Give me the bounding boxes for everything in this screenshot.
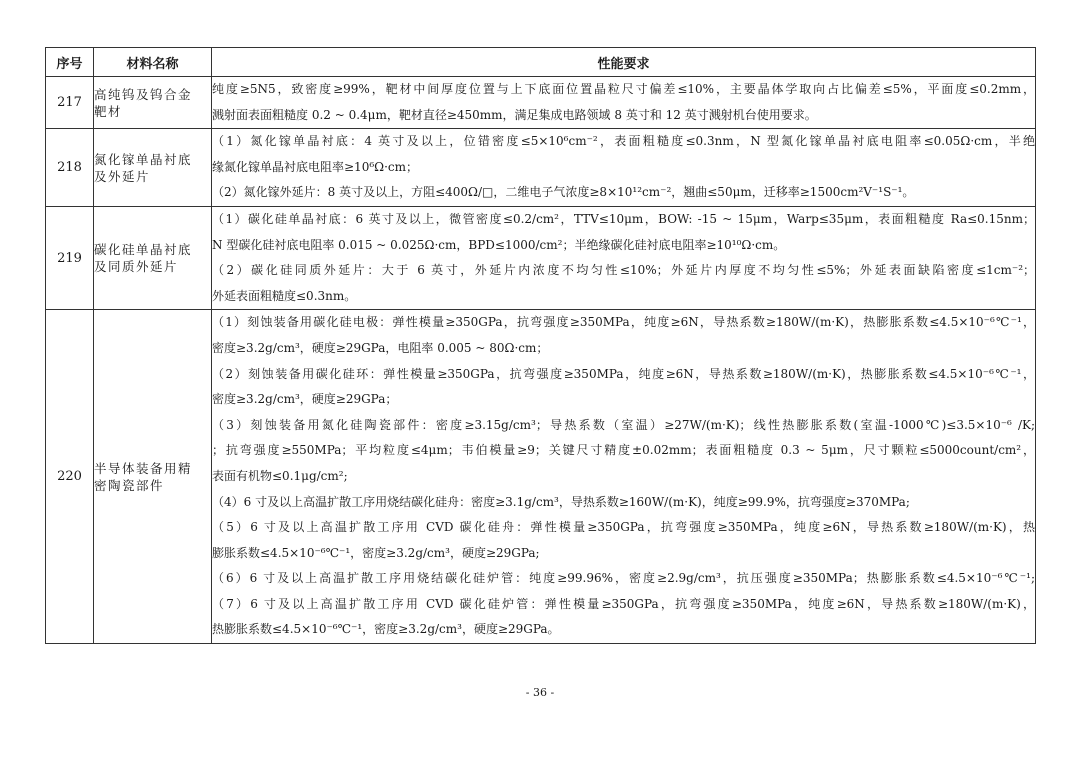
row-number: 220 xyxy=(46,310,94,644)
requirement-line: （5）6 寸及以上高温扩散工序用 CVD 碳化硅舟：弹性模量≥350GPa，抗弯强度≥350MPa，纯度≥6N，导热系数≥180W/(m·K)，热 xyxy=(212,520,1035,535)
material-name-line: 靶材 xyxy=(94,103,123,119)
header-requirements: 性能要求 xyxy=(212,48,1036,77)
requirement-line: 膨胀系数≤4.5×10⁻⁶℃⁻¹，密度≥3.2g/cm³，硬度≥29GPa; xyxy=(212,545,540,560)
material-name-line: 及外延片 xyxy=(94,168,151,184)
requirement-line: （1）氮化镓单晶衬底：4 英寸及以上，位错密度≤5×10⁶cm⁻²，表面粗糙度≤0.3nm，N 型氮化镓单晶衬底电阻率≤0.05Ω·cm，半绝 xyxy=(212,134,1035,149)
material-name-line: 高纯钨及钨合金 xyxy=(94,86,193,102)
requirement-line: 纯度≥5N5，致密度≥99%，靶材中间厚度位置与上下底面位置晶粒尺寸偏差≤10%，主要晶体学取向占比偏差≤5%，平面度≤0.2mm， xyxy=(212,82,1035,96)
material-name-line: 及同质外延片 xyxy=(94,259,179,275)
table-row xyxy=(46,206,1036,309)
requirements-cell xyxy=(212,206,1036,309)
requirement-line: 密度≥3.2g/cm³，硬度≥29GPa，电阻率 0.005 ~ 80Ω·cm； xyxy=(212,340,549,355)
requirement-line: ；抗弯强度≥550MPa；平均粒度≤4μm；韦伯模量≥9；关键尺寸精度±0.02mm；表面粗糙度 0.3 ~ 5μm，尺寸颗粒≤5000count/cm²， xyxy=(212,443,1035,458)
spec-table xyxy=(45,47,1036,644)
header-name: 材料名称 xyxy=(94,48,212,77)
requirement-line: （2）刻蚀装备用碳化硅环：弹性模量≥350GPa，抗弯强度≥350MPa，纯度≥6N，导热系数≥180W/(m·K)，热膨胀系数≤4.5×10⁻⁶℃⁻¹， xyxy=(212,366,1035,381)
requirement-line: （3）刻蚀装备用氮化硅陶瓷部件：密度≥3.15g/cm³；导热系数（室温）≥27W/(m·K)；线性热膨胀系数(室温-1000℃)≤3.5×10⁻⁶ /K; xyxy=(212,417,1035,432)
requirement-line: 溅射面表面粗糙度 0.2 ~ 0.4μm，靶材直径≥450mm，满足集成电路领域 8 英寸和 12 英寸溅射机台使用要求。 xyxy=(212,107,817,122)
requirements-cell xyxy=(212,310,1036,644)
material-name-line: 密陶瓷部件 xyxy=(94,477,165,493)
material-name xyxy=(94,129,212,207)
material-name-line: 氮化镓单晶衬底 xyxy=(94,151,193,167)
header-no: 序号 xyxy=(46,48,94,77)
requirement-line: 缘氮化镓单晶衬底电阻率≥10⁶Ω·cm； xyxy=(212,159,418,174)
table-row xyxy=(46,77,1036,129)
requirement-line: 表面有机物≤0.1μg/cm²; xyxy=(212,468,348,483)
requirement-line: 密度≥3.2g/cm³，硬度≥29GPa； xyxy=(212,392,398,407)
requirement-line: （2）氮化镓外延片：8 英寸及以上，方阻≤400Ω/□，二维电子气浓度≥8×10¹²cm⁻²，翘曲≤50μm，迁移率≥1500cm²V⁻¹S⁻¹。 xyxy=(212,185,915,200)
material-name xyxy=(94,310,212,644)
table-header-row xyxy=(46,48,1036,77)
material-name xyxy=(94,77,212,129)
row-number: 217 xyxy=(46,77,94,129)
requirement-line: （1）刻蚀装备用碳化硅电极：弹性模量≥350GPa，抗弯强度≥350MPa，纯度≥6N，导热系数≥180W/(m·K)，热膨胀系数≤4.5×10⁻⁶℃⁻¹， xyxy=(212,315,1035,330)
requirement-line: 热膨胀系数≤4.5×10⁻⁶℃⁻¹，密度≥3.2g/cm³，硬度≥29GPa。 xyxy=(212,622,560,637)
requirement-line: （1）碳化硅单晶衬底：6 英寸及以上，微管密度≤0.2/cm²，TTV≤10μm，BOW: -15 ~ 15μm，Warp≤35μm，表面粗糙度 Ra≤0.15nm； xyxy=(212,211,1035,226)
table-row xyxy=(46,129,1036,207)
requirement-line: 外延表面粗糙度≤0.3nm。 xyxy=(212,288,357,303)
table-row xyxy=(46,310,1036,644)
requirement-line: （4）6 寸及以上高温扩散工序用烧结碳化硅舟：密度≥3.1g/cm³，导热系数≥160W/(m·K)，纯度≥99.9%，抗弯强度≥370MPa; xyxy=(212,494,910,509)
row-number: 218 xyxy=(46,129,94,207)
material-name-line: 碳化硅单晶衬底 xyxy=(94,242,193,258)
requirements-cell xyxy=(212,129,1036,207)
requirement-line: N 型碳化硅衬底电阻率 0.015 ~ 0.025Ω·cm，BPD≤1000/cm²；半绝缘碳化硅衬底电阻率≥10¹⁰Ω·cm。 xyxy=(212,237,786,252)
requirement-line: （6）6 寸及以上高温扩散工序用烧结碳化硅炉管：纯度≥99.96%，密度≥2.9g/cm³，抗压强度≥350MPa；热膨胀系数≤4.5×10⁻⁶℃⁻¹; xyxy=(212,571,1035,586)
requirement-line: （7）6 寸及以上高温扩散工序用 CVD 碳化硅炉管：弹性模量≥350GPa，抗弯强度≥350MPa，纯度≥6N，导热系数≥180W/(m·K)， xyxy=(212,596,1035,611)
material-name-line: 半导体装备用精 xyxy=(94,460,193,476)
requirement-line: （2）碳化硅同质外延片：大于 6 英寸，外延片内浓度不均匀性≤10%；外延片内厚度不均匀性≤5%；外延表面缺陷密度≤1cm⁻²； xyxy=(212,263,1035,278)
material-name xyxy=(94,206,212,309)
page-number: - 36 - xyxy=(525,686,555,699)
row-number: 219 xyxy=(46,206,94,309)
requirements-cell xyxy=(212,77,1036,129)
